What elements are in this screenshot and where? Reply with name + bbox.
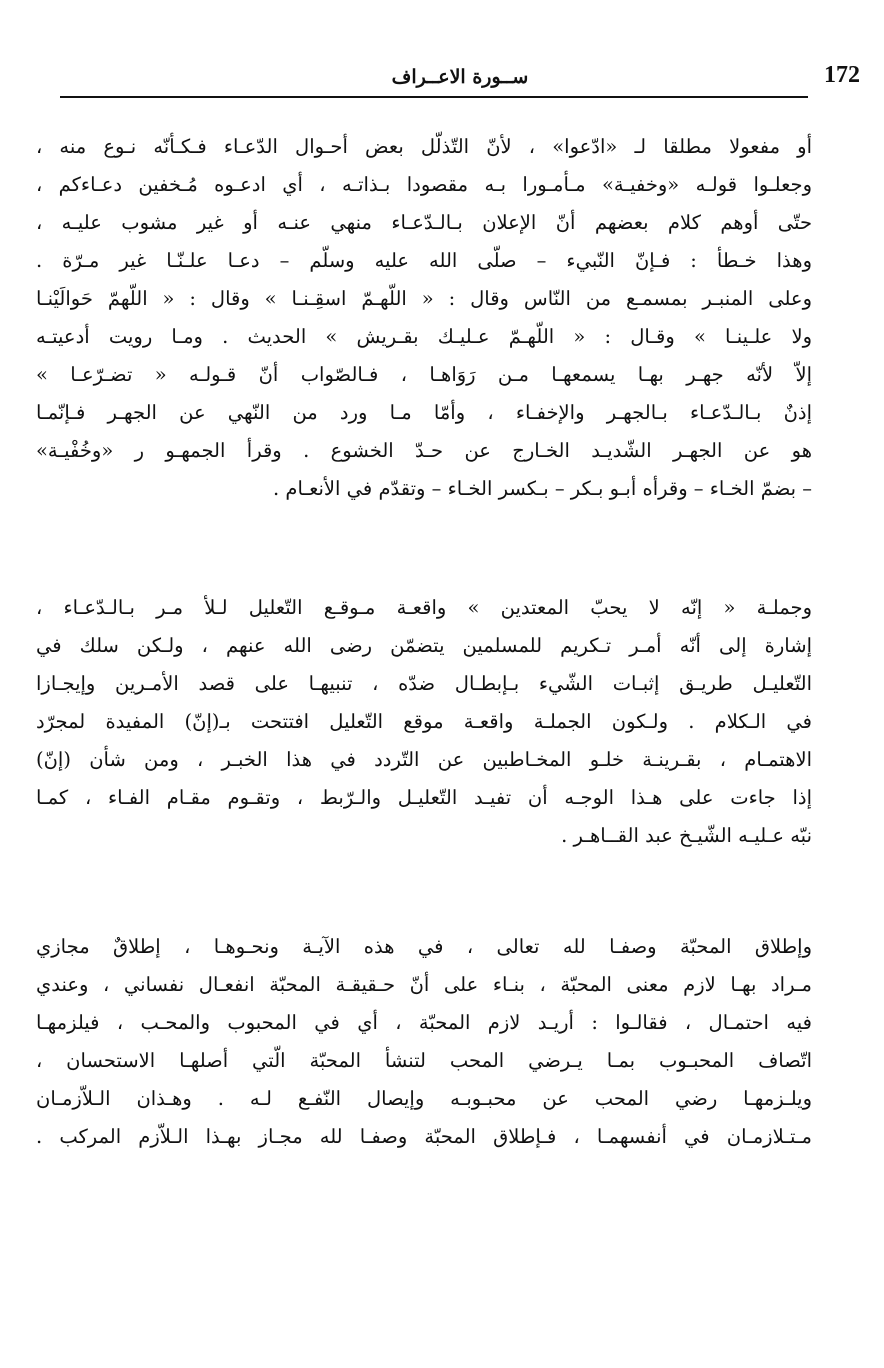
text-line: في الـكلام . ولـكون الجملـة واقعـة موقع التّعليل افتتحت بـ(إنّ) المفيدة لمجرّد	[36, 710, 812, 733]
text-line: إذا جاءت على هـذا الوجـه أن تفيـد التّعليـل والـرّبط ، وتقـوم مقـام الفـاء ، كمـا	[36, 786, 812, 809]
text-line: الاهتمـام ، بقـرينـة خلـو المخـاطبين عن التّردد في هذا الخبـر ، ومن شأن (إنّ)	[36, 748, 812, 771]
text-line: وجعلـوا قولـه «وخفيـة» مـأمـورا بـه مقصودا بـذاتـه ، أي ادعـوه مُـخفين دعـاءكم ،	[36, 173, 812, 196]
text-line: مـتـلازمـان في أنفسهمـا ، فـإطلاق المحبّة وصفـا لله مجـاز بهـذا الـلاّزم المركب .	[36, 1125, 812, 1148]
text-line: إشارة إلى أنّه أمـر تـكريم للمسلمين يتضمّن رضى الله عنهم ، ولـكن سلك في	[36, 634, 812, 657]
text-line: وجملـة « إنّه لا يحبّ المعتدين » واقعـة مـوقـع التّعليل لـلأ مـر بـالـدّعـاء ،	[36, 596, 812, 619]
page-number: 172	[824, 62, 860, 88]
text-line: – بضمّ الخـاء – وقرأه أبـو بـكر – بـكسر الخـاء – وتقدّم في الأنعـام .	[272, 477, 812, 500]
text-line: التّعليـل طريـق إثبـات الشّيء بـإبطـال ضدّه ، تنبيهـا على قصد الأمـرين وإيجـازا	[36, 672, 812, 695]
text-line: ويلـزمهـا رضي المحب عن محبـوبـه وإيصال النّفـع لـه . وهـذان الـلاّزمـان	[36, 1087, 812, 1110]
paragraph-mutadin	[36, 589, 812, 855]
text-line: اتّصاف المحبـوب بمـا يـرضي المحب لتنشأ المحبّة الّتي أصلهـا الاستحسان ،	[36, 1049, 812, 1072]
text-line: ولا علـينـا » وقـال : « اللّهـمّ عـليـك بقـريش » الحديث . ومـا رويت أدعيتـه	[36, 325, 812, 348]
text-line: مـراد بهـا لازم معنى المحبّة ، بنـاء على أنّ حـقيقـة المحبّة انفعـال نفساني ، وعندي	[36, 973, 812, 996]
running-title: ســورة الاعــراف	[391, 66, 529, 88]
text-line: فيه احتمـال ، فقالـوا : أريـد لازم المحبّة ، أي في المحبوب والمحـب ، فيلزمهـا	[36, 1011, 812, 1034]
page-header	[60, 58, 860, 98]
text-line: وهذا خـطأ : فـإنّ النّبيء – صلّى الله عليه وسلّم – دعـا علـنّـا غير مـرّة .	[36, 249, 812, 272]
text-line: إذنٌ بـالـدّعـاء بـالجهـر والإخفـاء ، وأمّا مـا ورد من النّهي عن الجهـر فـإنّمـا	[36, 401, 812, 424]
text-line: أو مفعولا مطلقا لـ «ادّعوا» ، لأنّ التّذلّل بعض أحـوال الدّعـاء فـكـأنّه نـوع منه ،	[36, 135, 812, 158]
header-rule	[60, 96, 808, 98]
text-line: نبّه عـليـه الشّيـخ عبد القــاهـر .	[561, 824, 812, 847]
text-line: وإطلاق المحبّة وصفـا لله تعالى ، في هذه الآيـة ونحـوهـا ، إطلاقٌ مجازي	[36, 935, 812, 958]
text-line: إلاّ لأنّه جهـر بهـا يسمعهـا مـن رَوَاهـا ، فـالصّواب أنّ قـولـه « تضـرّعـا »	[36, 363, 812, 386]
paragraph-mahabba	[36, 928, 812, 1156]
text-line: هو عن الجهـر الشّديـد الخـارج عن حـدّ الخشوع . وقرأ الجمهـو ر «وخُفْيـة»	[36, 439, 812, 462]
text-line: حتّى أوهم كلام بعضهم أنّ الإعلان بـالـدّعـاء منهي عنـه أو غير مشوب عليـه ،	[36, 211, 812, 234]
paragraph-dua	[36, 128, 812, 508]
text-line: وعلى المنبـر بمسمـع من النّاس وقال : « اللّهـمّ اسقِـنـا » وقال : « اللّهمّ حَوالَيْنـا	[36, 287, 812, 310]
